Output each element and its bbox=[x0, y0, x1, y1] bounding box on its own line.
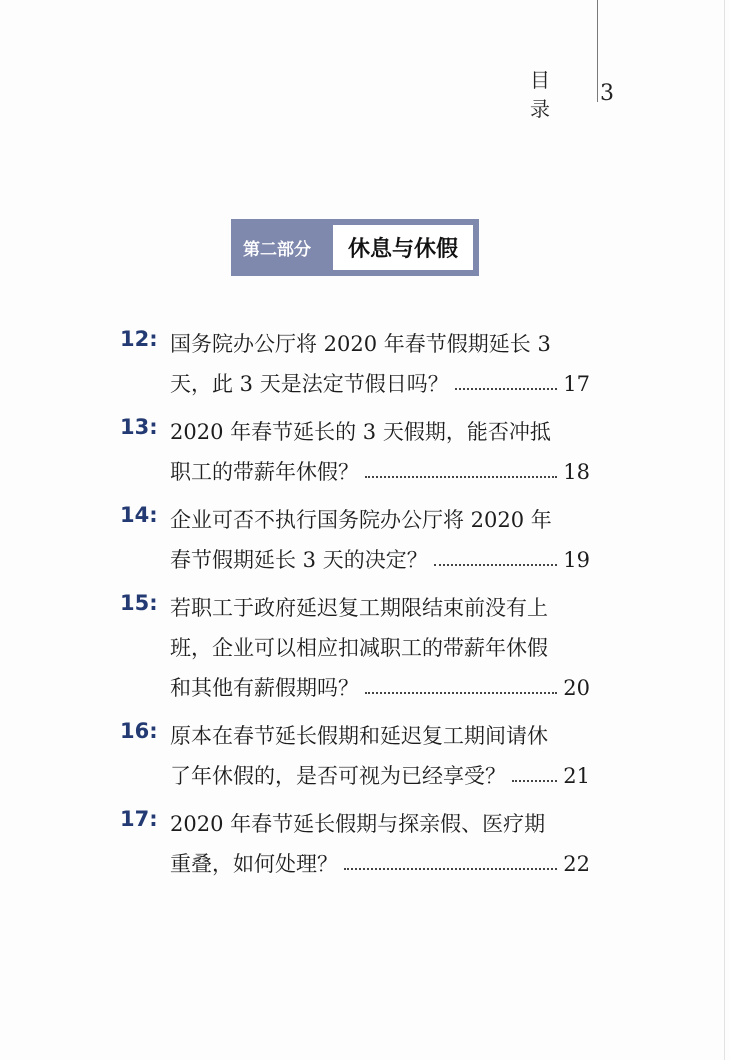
toc-entry-text: 和其他有薪假期吗？ bbox=[170, 676, 359, 700]
toc-entry-number: 17: bbox=[120, 807, 158, 831]
toc-entry-line bbox=[170, 412, 590, 452]
toc-entry-number: 16: bbox=[120, 719, 158, 743]
toc-entry-text: 原本在春节延长假期和延迟复工期间请休 bbox=[170, 724, 548, 748]
toc-entry-text: 了年休假的，是否可视为已经享受？ bbox=[170, 764, 506, 788]
section-title: 休息与休假 bbox=[333, 225, 473, 270]
toc-entry-text: 企业可否不执行国务院办公厅将 2020 年 bbox=[170, 508, 552, 532]
toc-entry[interactable] bbox=[120, 500, 590, 580]
toc-entry[interactable] bbox=[120, 588, 590, 708]
toc-entry-number: 12: bbox=[120, 327, 158, 351]
toc-entry-line bbox=[170, 588, 590, 628]
toc-entry-page: 21 bbox=[563, 764, 590, 788]
table-of-contents bbox=[120, 324, 590, 892]
page-edge-rule bbox=[724, 0, 725, 1060]
running-head-title: 目录 bbox=[530, 68, 564, 121]
section-label: 第二部分 bbox=[243, 240, 311, 260]
dot-leader bbox=[455, 388, 558, 390]
toc-entry-text: 春节假期延长 3 天的决定？ bbox=[170, 548, 428, 572]
toc-entry-text: 2020 年春节延长的 3 天假期，能否冲抵 bbox=[170, 420, 551, 444]
toc-entry-text: 重叠，如何处理？ bbox=[170, 852, 338, 876]
toc-entry-number: 13: bbox=[120, 415, 158, 439]
dot-leader bbox=[365, 476, 557, 478]
toc-entry-text: 班，企业可以相应扣减职工的带薪年休假 bbox=[170, 636, 548, 660]
toc-entry-line bbox=[170, 324, 590, 364]
toc-entry[interactable] bbox=[120, 324, 590, 404]
toc-entry-line bbox=[170, 364, 590, 404]
toc-entry-line bbox=[170, 716, 590, 756]
toc-entry-line bbox=[170, 452, 590, 492]
toc-entry-text: 2020 年春节延长假期与探亲假、医疗期 bbox=[170, 812, 546, 836]
toc-entry[interactable] bbox=[120, 716, 590, 796]
dot-leader bbox=[434, 564, 558, 566]
dot-leader bbox=[365, 692, 557, 694]
toc-entry-text: 国务院办公厅将 2020 年春节假期延长 3 bbox=[170, 332, 551, 356]
toc-entry-text: 若职工于政府延迟复工期限结束前没有上 bbox=[170, 596, 548, 620]
page-number: 3 bbox=[600, 80, 614, 106]
toc-entry-number: 15: bbox=[120, 591, 158, 615]
toc-entry-page: 18 bbox=[563, 460, 590, 484]
toc-entry-text: 职工的带薪年休假？ bbox=[170, 460, 359, 484]
toc-entry-line bbox=[170, 500, 590, 540]
toc-entry-text: 天，此 3 天是法定节假日吗？ bbox=[170, 372, 449, 396]
running-head bbox=[530, 68, 614, 121]
toc-entry-number: 14: bbox=[120, 503, 158, 527]
toc-entry[interactable] bbox=[120, 804, 590, 884]
dot-leader bbox=[512, 780, 557, 782]
toc-entry-line bbox=[170, 844, 590, 884]
toc-entry[interactable] bbox=[120, 412, 590, 492]
toc-entry-page: 20 bbox=[563, 676, 590, 700]
toc-entry-line bbox=[170, 756, 590, 796]
toc-entry-line bbox=[170, 804, 590, 844]
toc-entry-line bbox=[170, 668, 590, 708]
dot-leader bbox=[344, 868, 557, 870]
toc-entry-page: 19 bbox=[563, 548, 590, 572]
toc-entry-page: 17 bbox=[563, 372, 590, 396]
toc-entry-line bbox=[170, 540, 590, 580]
toc-entry-line bbox=[170, 628, 590, 668]
toc-entry-page: 22 bbox=[563, 852, 590, 876]
section-header bbox=[231, 219, 479, 276]
